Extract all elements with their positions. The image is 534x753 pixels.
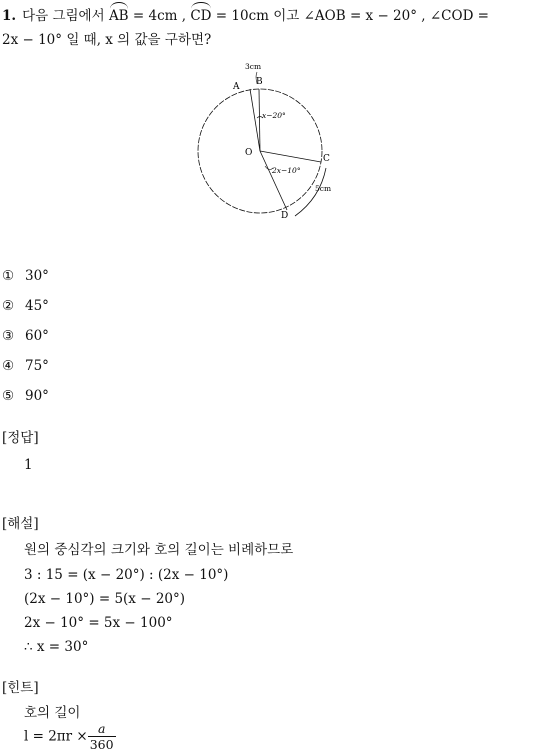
circle-figure — [185, 58, 355, 228]
choice-4-number: ④ — [2, 358, 15, 374]
point-b-label: B — [256, 77, 263, 87]
choice-1-number: ① — [2, 268, 15, 284]
answer-title: [정답] — [2, 430, 39, 446]
choice-4-value: 75° — [25, 358, 49, 374]
radius-oc — [260, 151, 321, 162]
angle-aob-label: x−20° — [262, 111, 286, 120]
question-text: 다음 그림에서 — [22, 8, 105, 24]
hint-formula — [24, 721, 116, 752]
explanation-title: [해설] — [2, 516, 39, 532]
hint-formula-left: l = 2πr × — [24, 728, 88, 745]
choice-1-value: 30° — [25, 268, 49, 284]
choice-5-value: 90° — [25, 388, 49, 404]
answer-value: 1 — [24, 457, 33, 473]
explanation-line-4: 2x − 10° = 5x − 100° — [24, 615, 173, 631]
angle-cod-label: 2x−10° — [272, 166, 301, 175]
hint-line-1: 호의 길이 — [24, 705, 81, 721]
choice-5[interactable] — [2, 386, 49, 406]
hint-fraction-denominator: 360 — [89, 737, 114, 752]
hint-fraction — [88, 721, 116, 752]
explanation-line-5: ∴ x = 30° — [24, 639, 89, 655]
choice-5-number: ⑤ — [2, 388, 15, 404]
choice-3-value: 60° — [25, 328, 49, 344]
choice-2[interactable] — [2, 296, 49, 316]
point-o-label: O — [245, 148, 253, 158]
arc-ab-equation: = 4cm , — [132, 8, 187, 24]
arc-cd-length-label: 5cm — [315, 184, 332, 193]
hint-fraction-numerator: a — [97, 721, 106, 736]
arc-ab: AB — [109, 4, 129, 28]
choice-2-number: ② — [2, 298, 15, 314]
arc-ab-length-label: 3cm — [245, 62, 262, 71]
point-d-label: D — [281, 211, 289, 221]
choice-3-number: ③ — [2, 328, 15, 344]
point-c-label: C — [323, 154, 330, 164]
choice-3[interactable] — [2, 326, 49, 346]
radius-od — [260, 151, 287, 210]
explanation-line-1: 원의 중심각의 크기와 호의 길이는 비례하므로 — [24, 542, 294, 558]
question-line-2: 2x − 10° 일 때, x 의 값을 구하면? — [2, 32, 212, 48]
question-number: 1. — [2, 8, 17, 24]
radius-oa — [250, 89, 260, 151]
arc-cd: CD — [190, 4, 211, 28]
question — [2, 4, 530, 52]
explanation-line-2: 3 : 15 = (x − 20°) : (2x − 10°) — [24, 567, 229, 583]
radius-ob — [259, 89, 260, 151]
choice-4[interactable] — [2, 356, 49, 376]
explanation-line-3: (2x − 10°) = 5(x − 20°) — [24, 591, 186, 607]
choice-2-value: 45° — [25, 298, 49, 314]
arc-cd-equation: = 10cm 이고 ∠AOB = x − 20° , ∠COD = — [215, 8, 489, 24]
question-line-1 — [2, 4, 530, 28]
hint-title: [힌트] — [2, 680, 39, 696]
point-a-label: A — [233, 82, 240, 92]
choice-1[interactable] — [2, 266, 49, 286]
